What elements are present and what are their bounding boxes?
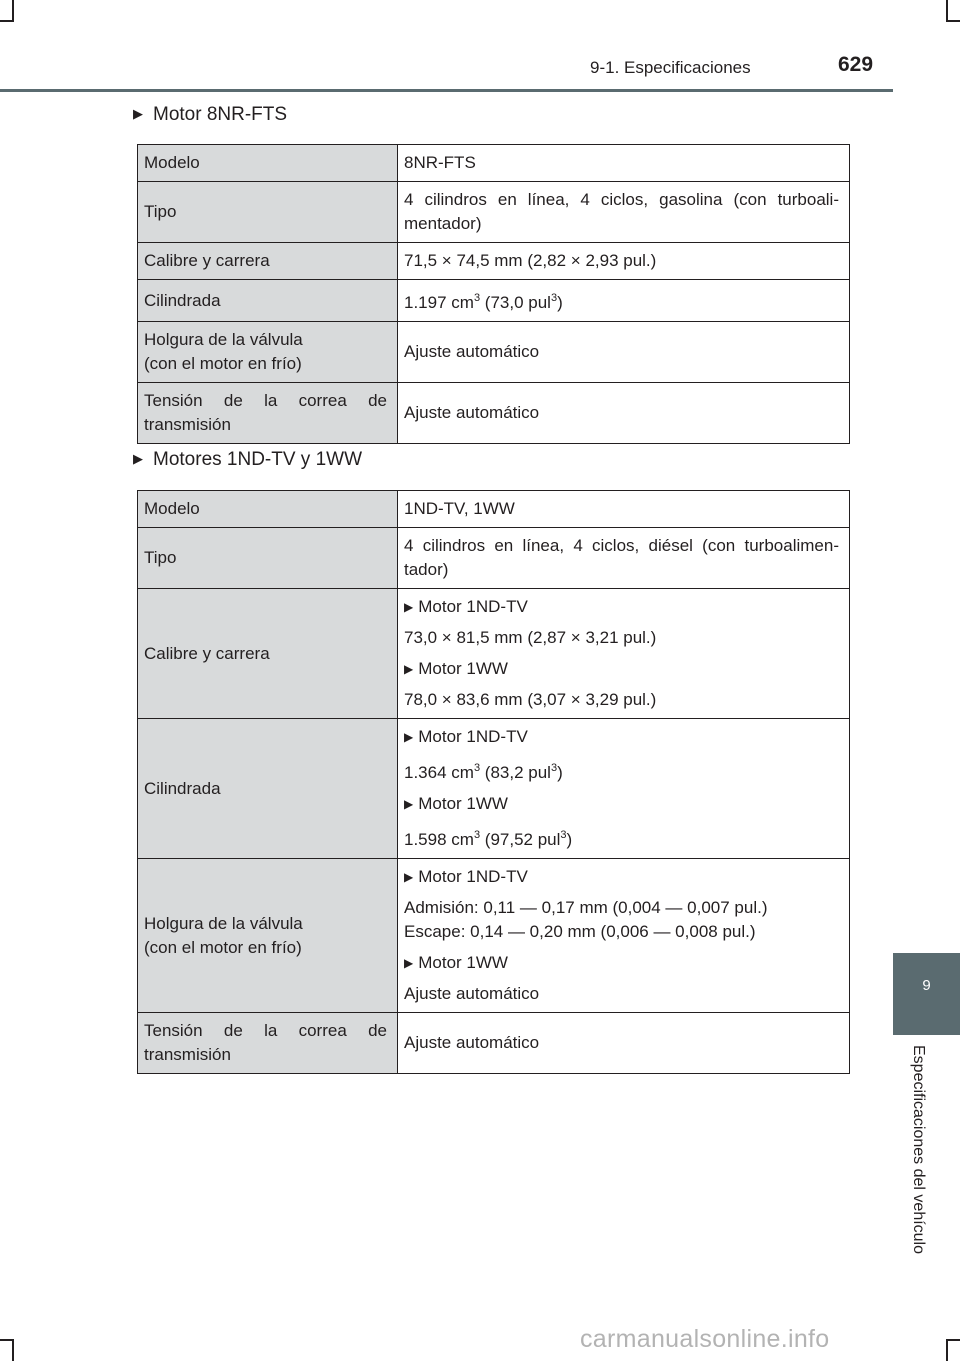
row-label: Cilindrada <box>138 280 398 322</box>
row-value: 4 cilindros en línea, 4 ciclos, diésel (con turboalimen-tador) <box>398 528 850 589</box>
motor-heading: ▶ Motor 1WW <box>404 659 508 678</box>
triangle-right-icon: ▶ <box>404 797 414 811</box>
section-title-header: 9-1. Especificaciones <box>590 58 751 77</box>
motor-heading: ▶ Motor 1ND-TV <box>404 727 528 746</box>
motor-heading: ▶ Motor 1ND-TV <box>404 597 528 616</box>
crop-mark <box>0 1339 14 1341</box>
chapter-tab <box>893 953 960 1035</box>
row-label: Cilindrada <box>138 719 398 859</box>
row-value: 1ND-TV, 1WW <box>398 491 850 528</box>
motor-heading: ▶ Motor 1WW <box>404 953 508 972</box>
table-row <box>138 1013 850 1074</box>
triangle-right-icon: ▶ <box>404 730 414 744</box>
chapter-label: Especificaciones del vehículo <box>910 1045 927 1255</box>
crop-mark <box>12 1339 14 1361</box>
row-label: Tensión de la correa de transmisión <box>138 1013 398 1074</box>
table-row <box>138 528 850 589</box>
crop-mark <box>946 1339 948 1361</box>
table-row <box>138 280 850 322</box>
row-label: Tipo <box>138 182 398 243</box>
row-label: Tipo <box>138 528 398 589</box>
spec-table-1nd-tv-1ww <box>137 490 850 1074</box>
table-row <box>138 322 850 383</box>
motor-heading: ▶ Motor 1ND-TV <box>404 867 528 886</box>
table-row <box>138 491 850 528</box>
row-label: Holgura de la válvula (con el motor en frío) <box>138 859 398 1013</box>
row-label: Holgura de la válvula (con el motor en frío) <box>138 322 398 383</box>
row-value: 8NR-FTS <box>398 145 850 182</box>
triangle-right-icon: ▶ <box>404 956 414 970</box>
row-value: Ajuste automático <box>398 1013 850 1074</box>
row-value: Ajuste automático <box>398 322 850 383</box>
table-row <box>138 182 850 243</box>
table-row <box>138 243 850 280</box>
table-row <box>138 589 850 719</box>
row-value: 1.197 $cm^3$ (73,0 pul$^3$) <box>398 280 850 322</box>
triangle-right-icon: ▶ <box>133 451 143 466</box>
row-value: Ajuste automático <box>398 383 850 444</box>
row-label: Modelo <box>138 491 398 528</box>
spec-table-8nr-fts <box>137 144 850 444</box>
table-row <box>138 383 850 444</box>
triangle-right-icon: ▶ <box>404 870 414 884</box>
row-label: Calibre y carrera <box>138 589 398 719</box>
triangle-right-icon: ▶ <box>133 106 143 121</box>
row-value: ▶ Motor 1ND-TV Admisión: 0,11 — 0,17 mm (0,004 — 0,007 pul.) Escape: 0,14 — 0,20 mm (0,006 — 0,008 pul.) ▶ Motor 1WW Ajuste automático <box>398 859 850 1013</box>
section-heading-1nd-tv-1ww: ▶ Motores 1ND-TV y 1WW <box>133 449 363 470</box>
section-heading-8nr-fts: ▶ Motor 8NR-FTS <box>133 104 288 125</box>
page-header <box>0 0 960 92</box>
crop-mark <box>946 1339 960 1341</box>
row-value: 71,5 × 74,5 mm (2,82 × 2,93 pul.) <box>398 243 850 280</box>
row-value: 4 cilindros en línea, 4 ciclos, gasolina (con turboali-mentador) <box>398 182 850 243</box>
motor-heading: ▶ Motor 1WW <box>404 794 508 813</box>
table-row <box>138 719 850 859</box>
row-value: ▶ Motor 1ND-TV 73,0 × 81,5 mm (2,87 × 3,21 pul.) ▶ Motor 1WW 78,0 × 83,6 mm (3,07 × 3,29 pul.) <box>398 589 850 719</box>
row-label: Modelo <box>138 145 398 182</box>
page-number: 629 <box>838 53 874 76</box>
triangle-right-icon: ▶ <box>404 662 414 676</box>
chapter-number: 9 <box>922 977 931 994</box>
row-label: Calibre y carrera <box>138 243 398 280</box>
row-label: Tensión de la correa de transmisión <box>138 383 398 444</box>
triangle-right-icon: ▶ <box>404 600 414 614</box>
table-row <box>138 145 850 182</box>
watermark: carmanualsonline.info <box>580 1325 830 1353</box>
header-rule <box>0 89 893 92</box>
row-value: ▶ Motor 1ND-TV 1.364 $cm^3$ (83,2 pul$^3$) ▶ Motor 1WW 1.598 $cm^3$ (97,52 pul$^3$) <box>398 719 850 859</box>
table-row <box>138 859 850 1013</box>
